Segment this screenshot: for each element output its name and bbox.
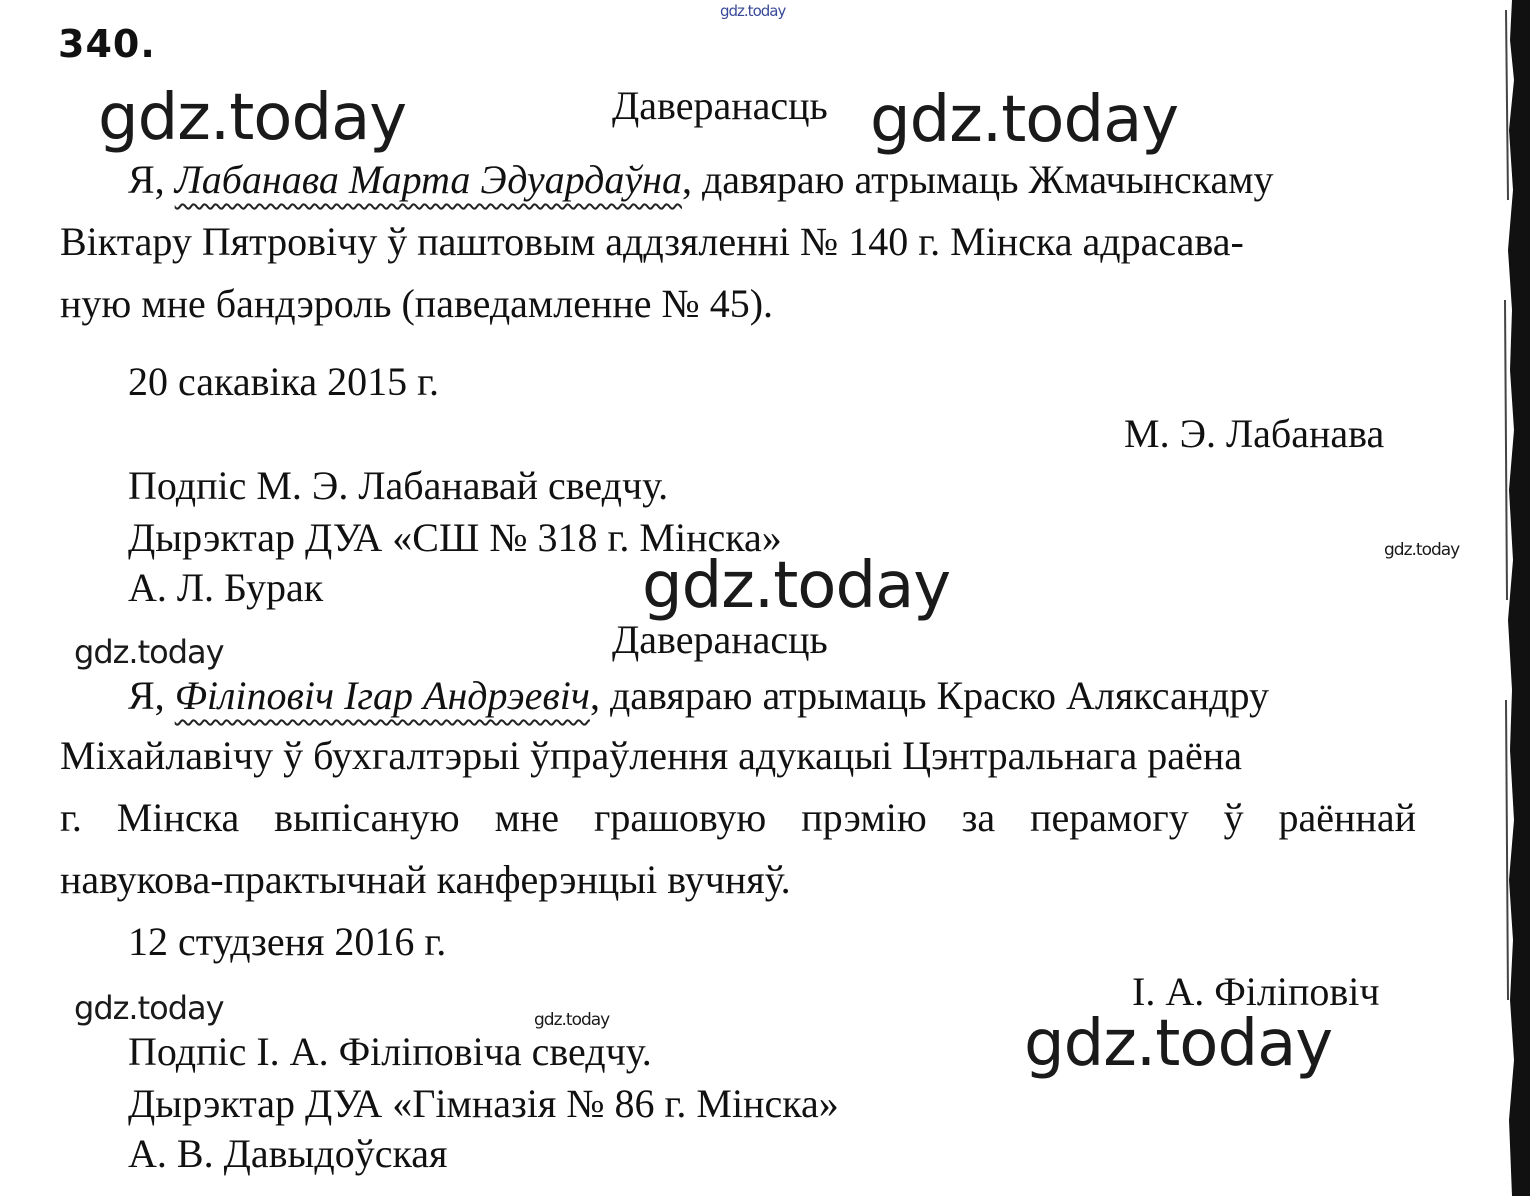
task-number: 340. bbox=[58, 22, 156, 66]
doc1-prefix: Я, bbox=[128, 157, 165, 202]
watermark: gdz.today bbox=[870, 83, 1179, 157]
watermark: gdz.today bbox=[534, 1010, 610, 1030]
doc2-date: 12 студзеня 2016 г. bbox=[128, 919, 447, 964]
doc1-witness-line1: Подпіс М. Э. Лабанавай сведчу. bbox=[128, 463, 669, 508]
scan-edge bbox=[1500, 0, 1530, 1196]
doc2-paragraph-line2: Міхайлавічу ў бухгалтэрыі ўпраўлення адукацыі Цэнтральнага раёна bbox=[60, 733, 1242, 778]
doc2-witness-line1: Подпіс І. А. Філіповіча сведчу. bbox=[128, 1029, 652, 1074]
watermark: gdz.today bbox=[642, 549, 951, 623]
doc1-paragraph-line3: ную мне бандэроль (паведамленне № 45). bbox=[60, 281, 774, 326]
doc1-witness-line3: А. Л. Бурак bbox=[128, 565, 324, 610]
doc2-witness-line3: А. В. Давыдоўская bbox=[128, 1131, 448, 1176]
doc1-paragraph-line2: Віктару Пятровічу ў паштовым аддзяленні № 140 г. Мінска адрасава- bbox=[60, 219, 1244, 264]
doc2-paragraph-line1 bbox=[128, 673, 1269, 718]
doc2-title: Даверанасць bbox=[612, 617, 828, 662]
doc1-signature: М. Э. Лабанава bbox=[1124, 411, 1385, 456]
watermark: gdz.today bbox=[74, 633, 224, 671]
doc1-witness-line2: Дырэктар ДУА «СШ № 318 г. Мінска» bbox=[128, 515, 782, 560]
watermark: gdz.today bbox=[720, 2, 786, 20]
doc1-date: 20 сакавіка 2015 г. bbox=[128, 359, 440, 404]
doc1-line1-rest: , давяраю атрымаць Жмачынскаму bbox=[681, 157, 1274, 202]
doc2-signature: І. А. Філіповіч bbox=[1132, 969, 1380, 1014]
doc2-prefix: Я, bbox=[128, 673, 165, 718]
watermark: gdz.today bbox=[98, 81, 407, 155]
watermark: gdz.today bbox=[74, 989, 224, 1027]
doc1-paragraph-line1 bbox=[128, 157, 1274, 202]
doc2-paragraph-line3: г. Мінска выпісаную мне грашовую прэмію за перамогу ў раённай bbox=[60, 795, 1416, 840]
watermark: gdz.today bbox=[1384, 540, 1460, 560]
doc1-title: Даверанасць bbox=[612, 83, 828, 128]
doc2-principal-name: Філіповіч Ігар Андрэевіч bbox=[174, 673, 590, 718]
doc2-line1-rest: , давяраю атрымаць Краско Аляксандру bbox=[589, 673, 1269, 718]
doc2-witness-line2: Дырэктар ДУА «Гімназія № 86 г. Мінска» bbox=[128, 1081, 839, 1126]
doc2-paragraph-line4: навукова-практычнай канферэнцыі вучняў. bbox=[60, 857, 791, 902]
doc1-principal-name: Лабанава Марта Эдуардаўна bbox=[174, 157, 682, 202]
watermark: gdz.today bbox=[1024, 1007, 1333, 1081]
